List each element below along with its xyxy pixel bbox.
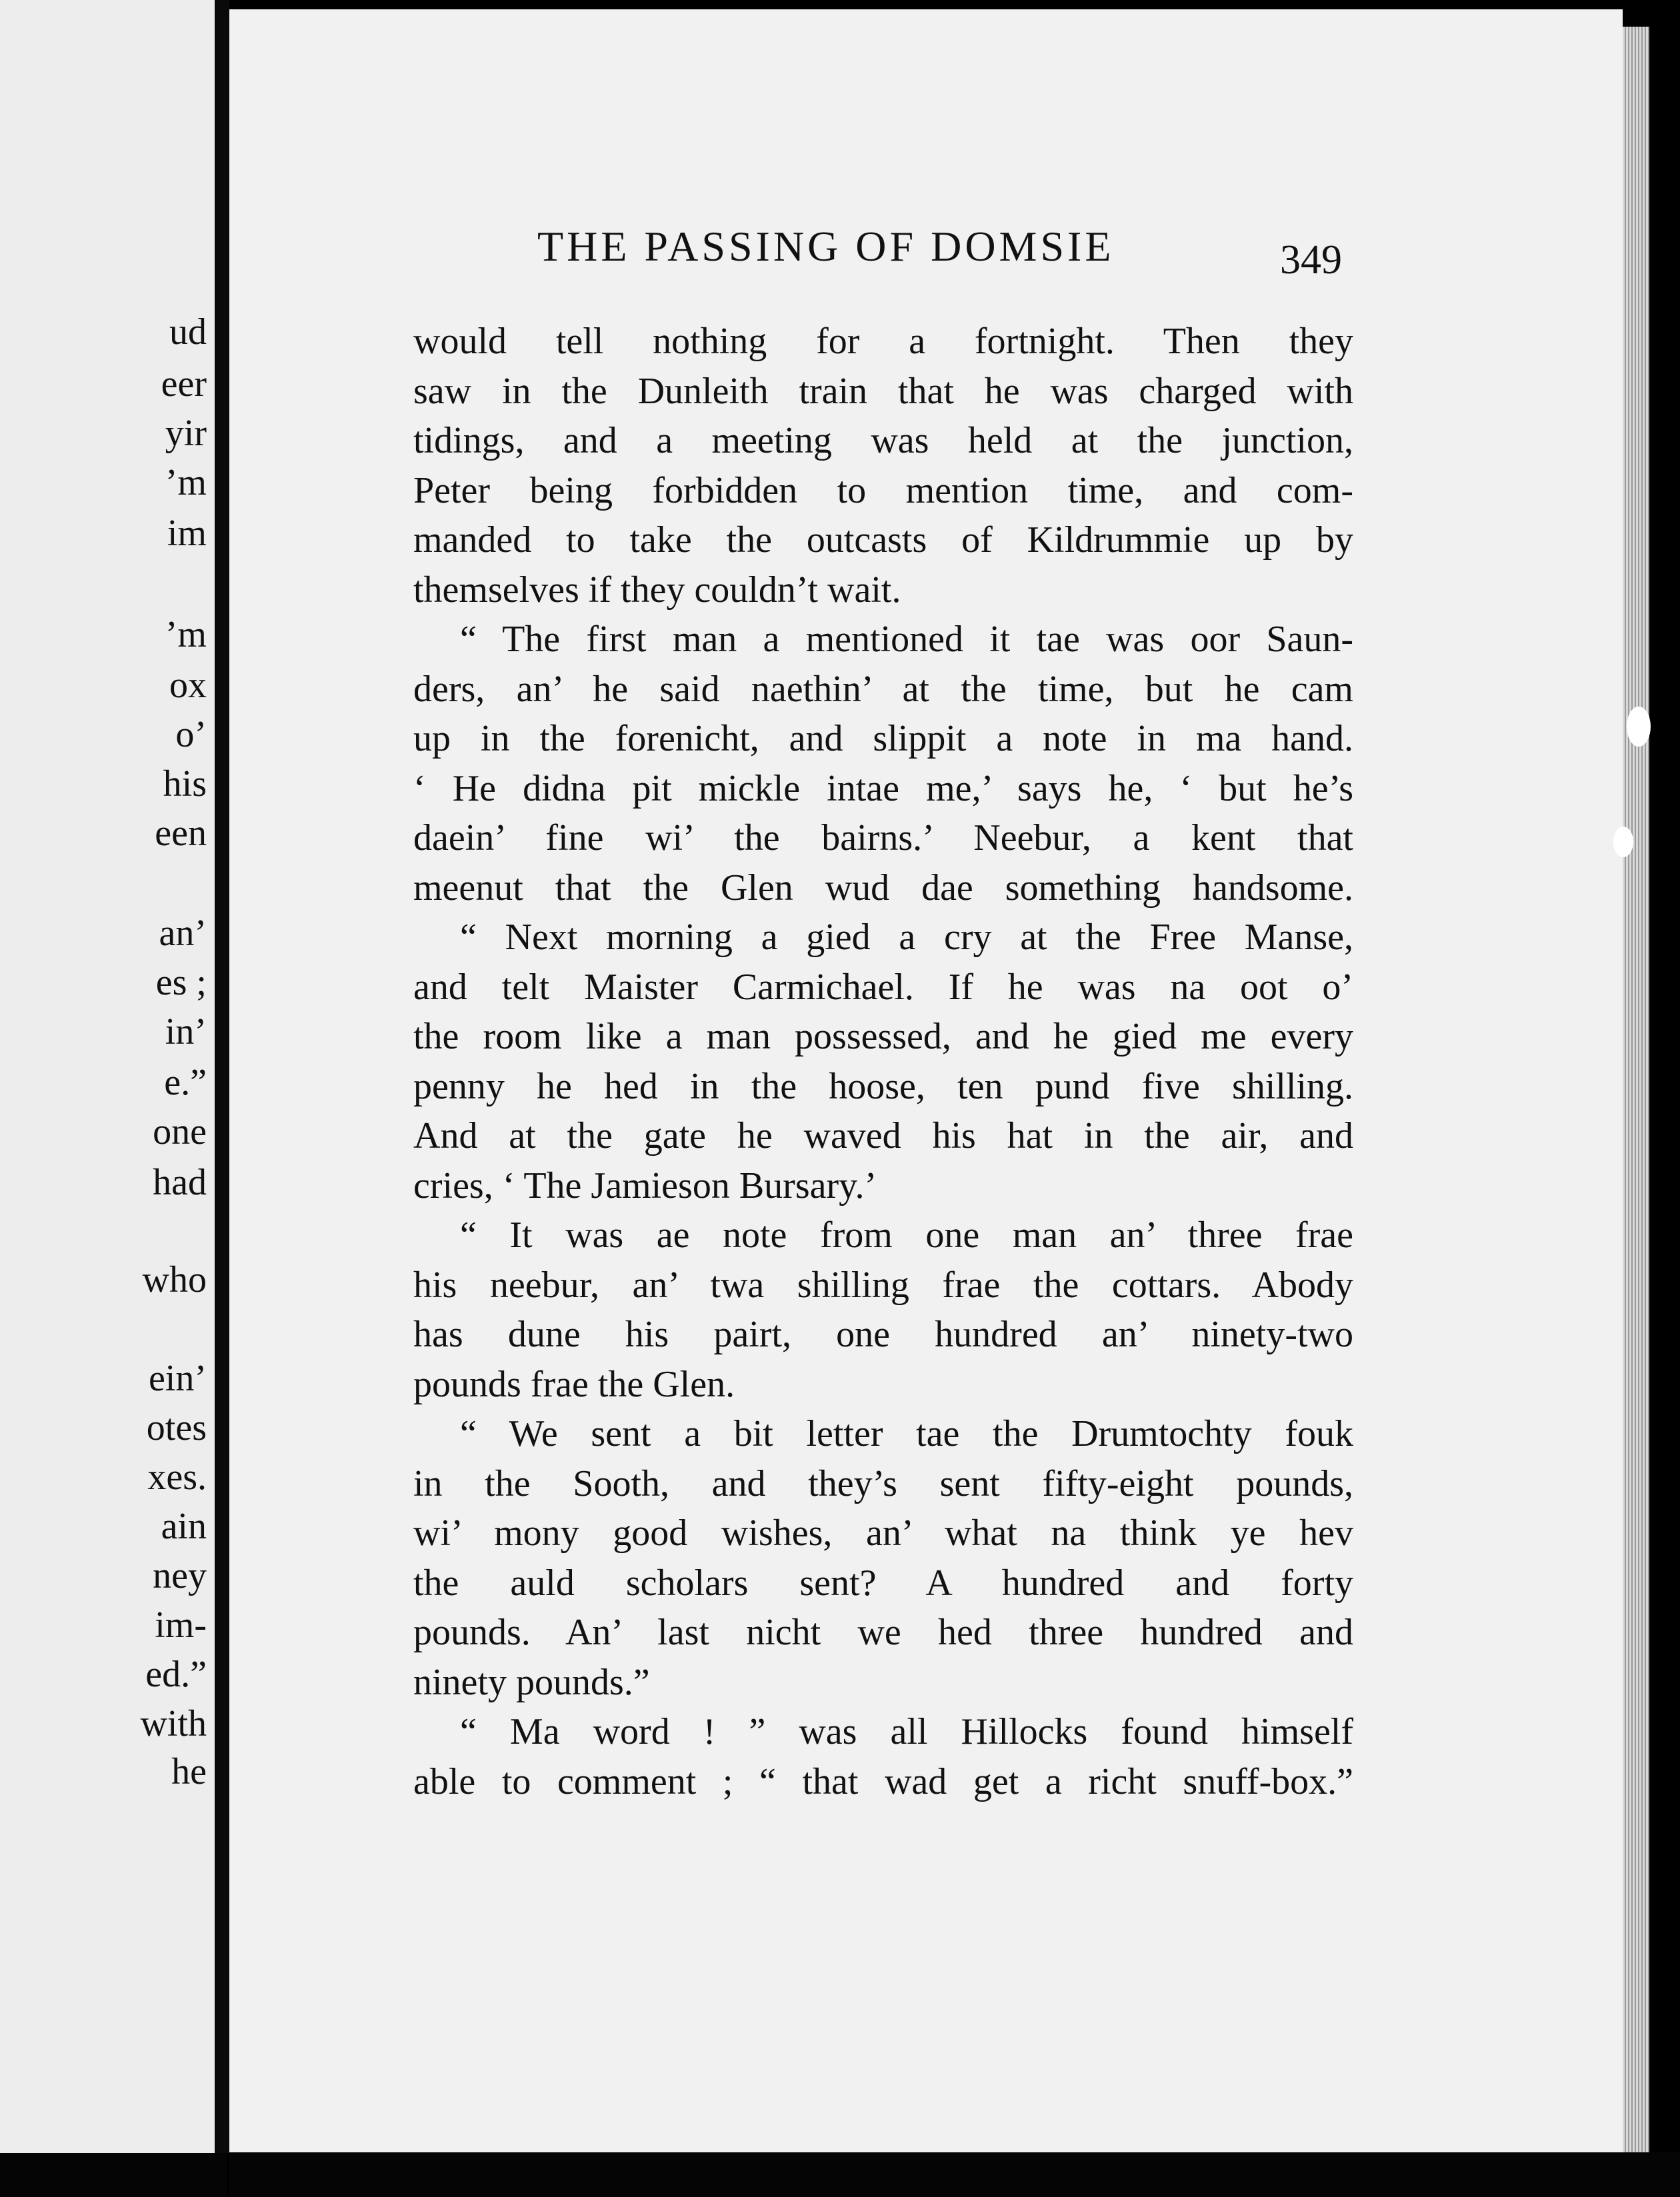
page-edge-stack bbox=[1623, 27, 1649, 2160]
text-line: meenut that the Glen wud dae something handsome. bbox=[413, 867, 1353, 909]
text-line: themselves if they couldn’t wait. bbox=[413, 569, 901, 611]
scan-speck bbox=[1613, 827, 1633, 857]
previous-page-line-fragment: he bbox=[171, 1751, 207, 1792]
text-line: ‘ He didna pit mickle intae me,’ says he, ‘ but he’s bbox=[413, 767, 1353, 809]
previous-page-line-fragment: yir bbox=[165, 413, 207, 454]
previous-page-line-fragment: otes bbox=[146, 1407, 207, 1448]
text-line: cries, ‘ The Jamieson Bursary.’ bbox=[413, 1164, 877, 1206]
text-line: in the Sooth, and they’s sent fifty-eight pounds, bbox=[413, 1462, 1353, 1504]
previous-page-line-fragment: had bbox=[153, 1162, 207, 1203]
text-line: daein’ fine wi’ the bairns.’ Neebur, a kent that bbox=[413, 817, 1353, 859]
text-line: pounds frae the Glen. bbox=[413, 1363, 735, 1405]
previous-page-line-fragment: een bbox=[155, 813, 207, 854]
text-line: able to comment ; “ that wad get a richt snuff-box.” bbox=[413, 1760, 1353, 1802]
previous-page-line-fragment: who bbox=[142, 1259, 207, 1300]
previous-page-line-fragment: im bbox=[167, 513, 207, 554]
text-line: “ Next morning a gied a cry at the Free Manse, bbox=[460, 917, 1353, 958]
previous-page-line-fragment: one bbox=[153, 1111, 207, 1152]
scan-border-bottom bbox=[229, 2152, 1680, 2197]
previous-page-line-fragment: ney bbox=[153, 1555, 207, 1596]
previous-page-line-fragment: ox bbox=[169, 665, 207, 706]
previous-page-line-fragment: o’ bbox=[175, 714, 207, 755]
text-line: pounds. An’ last nicht we hed three hundred and bbox=[413, 1612, 1353, 1653]
previous-page-line-fragment: e.” bbox=[164, 1062, 207, 1103]
text-line: the auld scholars sent? A hundred and forty bbox=[413, 1562, 1353, 1604]
book-gutter bbox=[215, 0, 229, 2153]
text-line: saw in the Dunleith train that he was charged with bbox=[413, 370, 1353, 412]
previous-page-line-fragment: in’ bbox=[165, 1011, 207, 1053]
previous-page-line-fragment: eer bbox=[161, 363, 207, 405]
text-line: up in the forenicht, and slippit a note in ma hand. bbox=[413, 718, 1353, 759]
previous-page-line-ends bbox=[0, 0, 207, 2197]
previous-page-line-fragment: im- bbox=[155, 1604, 207, 1646]
previous-page-line-fragment: xes. bbox=[147, 1456, 207, 1498]
text-line: the room like a man possessed, and he gied me every bbox=[413, 1016, 1353, 1057]
text-line: “ We sent a bit letter tae the Drumtochty fouk bbox=[460, 1413, 1353, 1454]
text-line: “ Ma word ! ” was all Hillocks found himself bbox=[460, 1711, 1353, 1752]
previous-page-line-fragment: es ; bbox=[155, 962, 207, 1003]
previous-page-line-fragment: ain bbox=[161, 1506, 207, 1547]
previous-page-line-fragment: his bbox=[163, 763, 207, 805]
text-line: “ The first man a mentioned it tae was oor Saun- bbox=[460, 619, 1353, 660]
previous-page-line-fragment: ein’ bbox=[148, 1358, 207, 1399]
previous-page-fragment bbox=[0, 0, 220, 2197]
text-line: “ It was ae note from one man an’ three frae bbox=[460, 1214, 1353, 1256]
text-line: Peter being forbidden to mention time, and com- bbox=[413, 469, 1353, 511]
text-line: and telt Maister Carmichael. If he was na oot o’ bbox=[413, 966, 1353, 1008]
text-line: penny he hed in the hoose, ten pund five shilling. bbox=[413, 1065, 1353, 1107]
text-line: his neebur, an’ twa shilling frae the cottars. Abody bbox=[413, 1264, 1353, 1306]
body-text bbox=[413, 317, 1353, 1806]
previous-page-line-fragment: ’m bbox=[165, 462, 207, 503]
scan-border-bottom-left bbox=[0, 2153, 227, 2197]
page-number: 349 bbox=[1280, 237, 1342, 283]
previous-page-line-fragment: ’m bbox=[165, 614, 207, 655]
previous-page-line-fragment: an’ bbox=[159, 913, 207, 954]
previous-page-line-fragment: ud bbox=[169, 311, 207, 353]
text-line: would tell nothing for a fortnight. Then they bbox=[413, 321, 1353, 362]
previous-page-line-fragment: with bbox=[140, 1703, 207, 1744]
text-line: has dune his pairt, one hundred an’ ninety-two bbox=[413, 1314, 1353, 1355]
text-line: manded to take the outcasts of Kildrummie up by bbox=[413, 519, 1353, 561]
previous-page-line-fragment: ed.” bbox=[145, 1654, 207, 1695]
text-line: ninety pounds.” bbox=[413, 1661, 650, 1703]
text-line: wi’ mony good wishes, an’ what na think ye hev bbox=[413, 1512, 1353, 1554]
running-title: THE PASSING OF DOMSIE bbox=[537, 223, 1115, 270]
text-line: tidings, and a meeting was held at the junction, bbox=[413, 420, 1353, 461]
scan-speck bbox=[1627, 707, 1651, 747]
text-line: ders, an’ he said naethin’ at the time, but he cam bbox=[413, 668, 1353, 710]
text-line: And at the gate he waved his hat in the air, and bbox=[413, 1115, 1353, 1156]
